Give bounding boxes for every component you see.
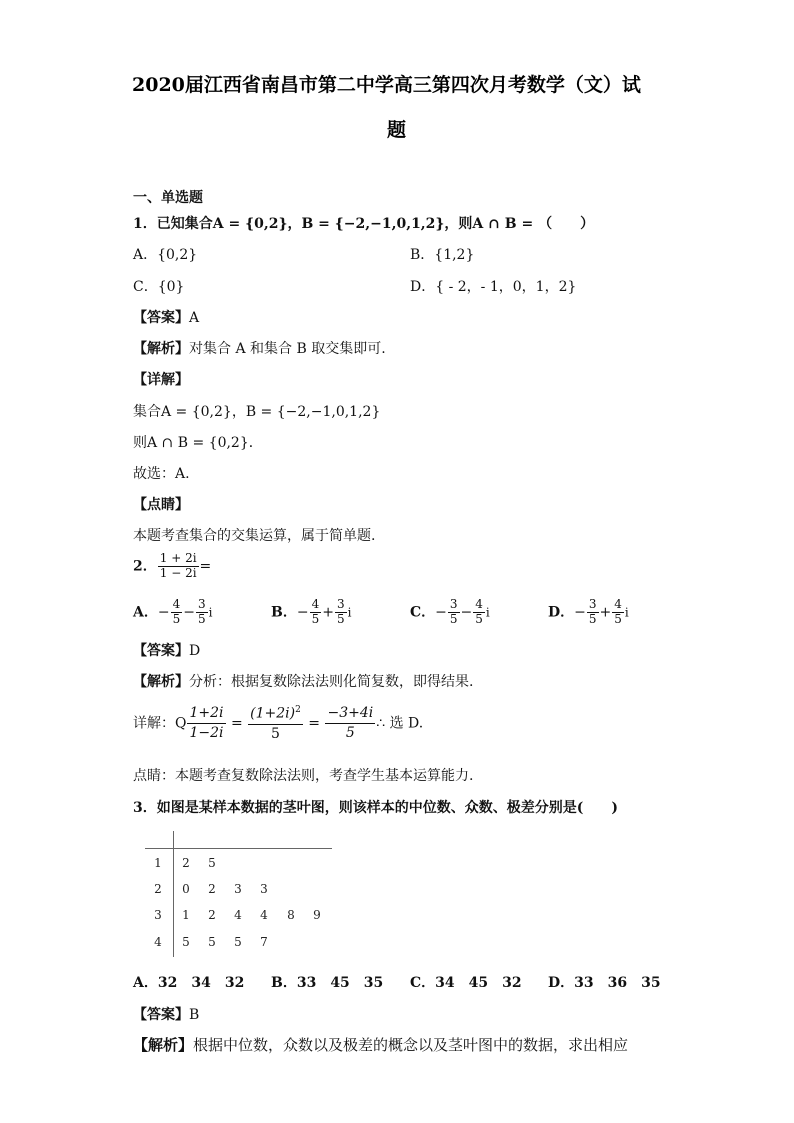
q1-detail-line3: 故选：A. xyxy=(133,466,190,482)
q2-fraction xyxy=(158,552,199,581)
leaf-value: 5 xyxy=(208,856,216,870)
stem-value: 2 xyxy=(154,882,162,896)
frac-num: 4 xyxy=(614,597,622,611)
leaf-value: 3 xyxy=(260,882,268,896)
frac-sup: 2 xyxy=(295,705,301,715)
leaf-value: 8 xyxy=(287,908,295,922)
frac-num: 3 xyxy=(588,597,597,611)
q1-option-b: B．{1,2} xyxy=(410,247,475,263)
q1-stem: 1．已知集合A = {0,2}，B = {−2,−1,0,1,2}，则A ∩ B = （ ） xyxy=(133,216,595,232)
q1-detail-tag: 【详解】 xyxy=(133,372,189,388)
frac-num: 1+2i xyxy=(187,704,225,724)
sign: − xyxy=(183,604,195,621)
sign: + xyxy=(322,604,334,621)
q2-equals: = xyxy=(199,558,212,575)
frac-den: 5 xyxy=(614,611,622,626)
leaf-value: 3 xyxy=(234,882,242,896)
leaf-value: 7 xyxy=(260,935,268,949)
stem-value: 4 xyxy=(154,935,162,949)
q2-comment: 点睛：本题考查复数除法法则，考查学生基本运算能力. xyxy=(133,768,474,784)
sign: − xyxy=(435,604,447,621)
imaginary-unit: i xyxy=(485,605,490,620)
imaginary-unit: i xyxy=(624,605,629,620)
frac-den: 5 xyxy=(475,611,483,626)
option-label: B． xyxy=(271,604,297,621)
q3-option-a: A．32 34 32 xyxy=(133,975,245,991)
q2-option-d xyxy=(548,598,629,627)
frac-den: 5 xyxy=(172,611,181,626)
q3-stem: 3．如图是某样本数据的茎叶图，则该样本的中位数、众数、极差分别是( ) xyxy=(133,800,618,816)
q2-option-c xyxy=(410,598,490,627)
detail-suffix: ∴ 选 D. xyxy=(376,715,424,732)
q2-frac-den: 1 − 2i xyxy=(159,565,197,580)
frac-num: −3+4i xyxy=(325,704,375,724)
q3-option-c: C．34 45 32 xyxy=(410,975,522,991)
analysis-tag: 【解析】 xyxy=(133,341,189,357)
q1-comment-tag: 【点睛】 xyxy=(133,497,189,513)
detail-prefix: 详解：Q xyxy=(133,715,187,732)
q3-option-d: D．33 36 35 xyxy=(548,975,661,991)
frac-den: 5 xyxy=(271,725,280,742)
frac-den: 5 xyxy=(197,611,206,626)
q1-option-c: C．{0} xyxy=(133,279,185,295)
detail-frac-2 xyxy=(248,704,303,743)
analysis-tag: 【解析】 xyxy=(133,1036,194,1054)
detail-frac-3 xyxy=(325,704,375,743)
frac-num: (1+2i) xyxy=(250,705,296,722)
leaf-value: 0 xyxy=(182,882,190,896)
frac-den: 1−2i xyxy=(189,725,224,742)
leaf-value: 1 xyxy=(182,908,190,922)
q1-analysis xyxy=(133,338,386,358)
leaf-value: 5 xyxy=(182,935,190,949)
answer-value: B xyxy=(189,1007,200,1023)
frac-num: 4 xyxy=(172,597,181,611)
q2-analysis xyxy=(133,671,473,691)
sign: + xyxy=(599,604,612,621)
frac-num: 3 xyxy=(336,597,345,611)
sign: − xyxy=(296,604,309,621)
page-title-line1: 2020届江西省南昌市第二中学高三第四次月考数学（文）试 xyxy=(132,74,641,96)
section-heading: 一、单选题 xyxy=(133,190,203,206)
leaf-value: 4 xyxy=(260,908,268,922)
leaf-value: 4 xyxy=(234,908,242,922)
answer-tag: 【答案】 xyxy=(133,1007,189,1023)
frac-num: 3 xyxy=(449,597,458,611)
frac-num: 4 xyxy=(475,597,483,611)
header-line xyxy=(145,848,332,849)
frac-den: 5 xyxy=(588,611,597,626)
imaginary-unit: i xyxy=(347,605,352,620)
q2-number: 2． xyxy=(133,558,157,575)
frac-den: 5 xyxy=(336,611,345,626)
frac-num: 3 xyxy=(197,597,206,611)
frac-den: 5 xyxy=(311,611,320,626)
detail-frac-1 xyxy=(187,704,225,743)
sign: − xyxy=(460,604,473,621)
answer-tag: 【答案】 xyxy=(133,643,189,659)
q1-option-d: D．{ - 2，- 1，0，1，2} xyxy=(410,279,577,295)
q2-option-a xyxy=(133,598,212,627)
leaf-value: 9 xyxy=(313,908,321,922)
leaf-value: 2 xyxy=(182,856,190,870)
frac-den: 5 xyxy=(345,725,355,742)
q1-comment: 本题考查集合的交集运算，属于简单题. xyxy=(133,528,376,544)
imaginary-unit: i xyxy=(208,605,213,620)
analysis-text: 根据中位数，众数以及极差的概念以及茎叶图中的数据，求出相应 xyxy=(193,1036,629,1054)
q3-option-b: B．33 45 35 xyxy=(271,975,384,991)
page-title-line2: 题 xyxy=(387,119,407,141)
q3-analysis xyxy=(133,1034,628,1055)
frac-num: 4 xyxy=(311,597,320,611)
analysis-text: 对集合 A 和集合 B 取交集即可. xyxy=(189,341,386,357)
q1-detail-line1: 集合A = {0,2}，B = {−2,−1,0,1,2} xyxy=(133,404,381,420)
leaf-value: 5 xyxy=(234,935,242,949)
q2-answer xyxy=(133,640,200,660)
q1-detail-line2: 则A ∩ B = {0,2}． xyxy=(133,435,263,451)
sign: − xyxy=(157,604,170,621)
stem-value: 1 xyxy=(154,856,162,870)
leaf-value: 2 xyxy=(208,882,216,896)
sign: − xyxy=(574,604,586,621)
q2-option-b xyxy=(271,598,351,627)
q1-answer xyxy=(133,307,199,327)
option-label: C． xyxy=(410,604,436,621)
q2-detail: 详解：Q $\frac{1+2i}{1-2i}$ = $\frac{(1+2i)^2}{5}$ = $\frac{-3+4i}{5}$ ∴ 选 D. xyxy=(133,705,424,742)
q1-option-a: A．{0,2} xyxy=(133,247,198,263)
answer-tag: 【答案】 xyxy=(133,310,189,326)
leaf-value: 5 xyxy=(208,935,216,949)
q2-frac-num: 1 + 2i xyxy=(159,551,197,565)
stem-value: 3 xyxy=(154,908,162,922)
leaf-value: 2 xyxy=(208,908,216,922)
answer-value: A xyxy=(189,310,200,326)
stem-divider xyxy=(173,831,174,957)
answer-value: D xyxy=(189,643,201,659)
option-label: D． xyxy=(548,604,575,621)
analysis-text: 分析：根据复数除法法则化简复数，即得结果. xyxy=(189,674,474,690)
q2-stem xyxy=(133,552,211,581)
option-label: A． xyxy=(133,604,158,621)
analysis-tag: 【解析】 xyxy=(133,674,189,690)
frac-den: 5 xyxy=(449,611,458,626)
q3-answer xyxy=(133,1004,199,1024)
